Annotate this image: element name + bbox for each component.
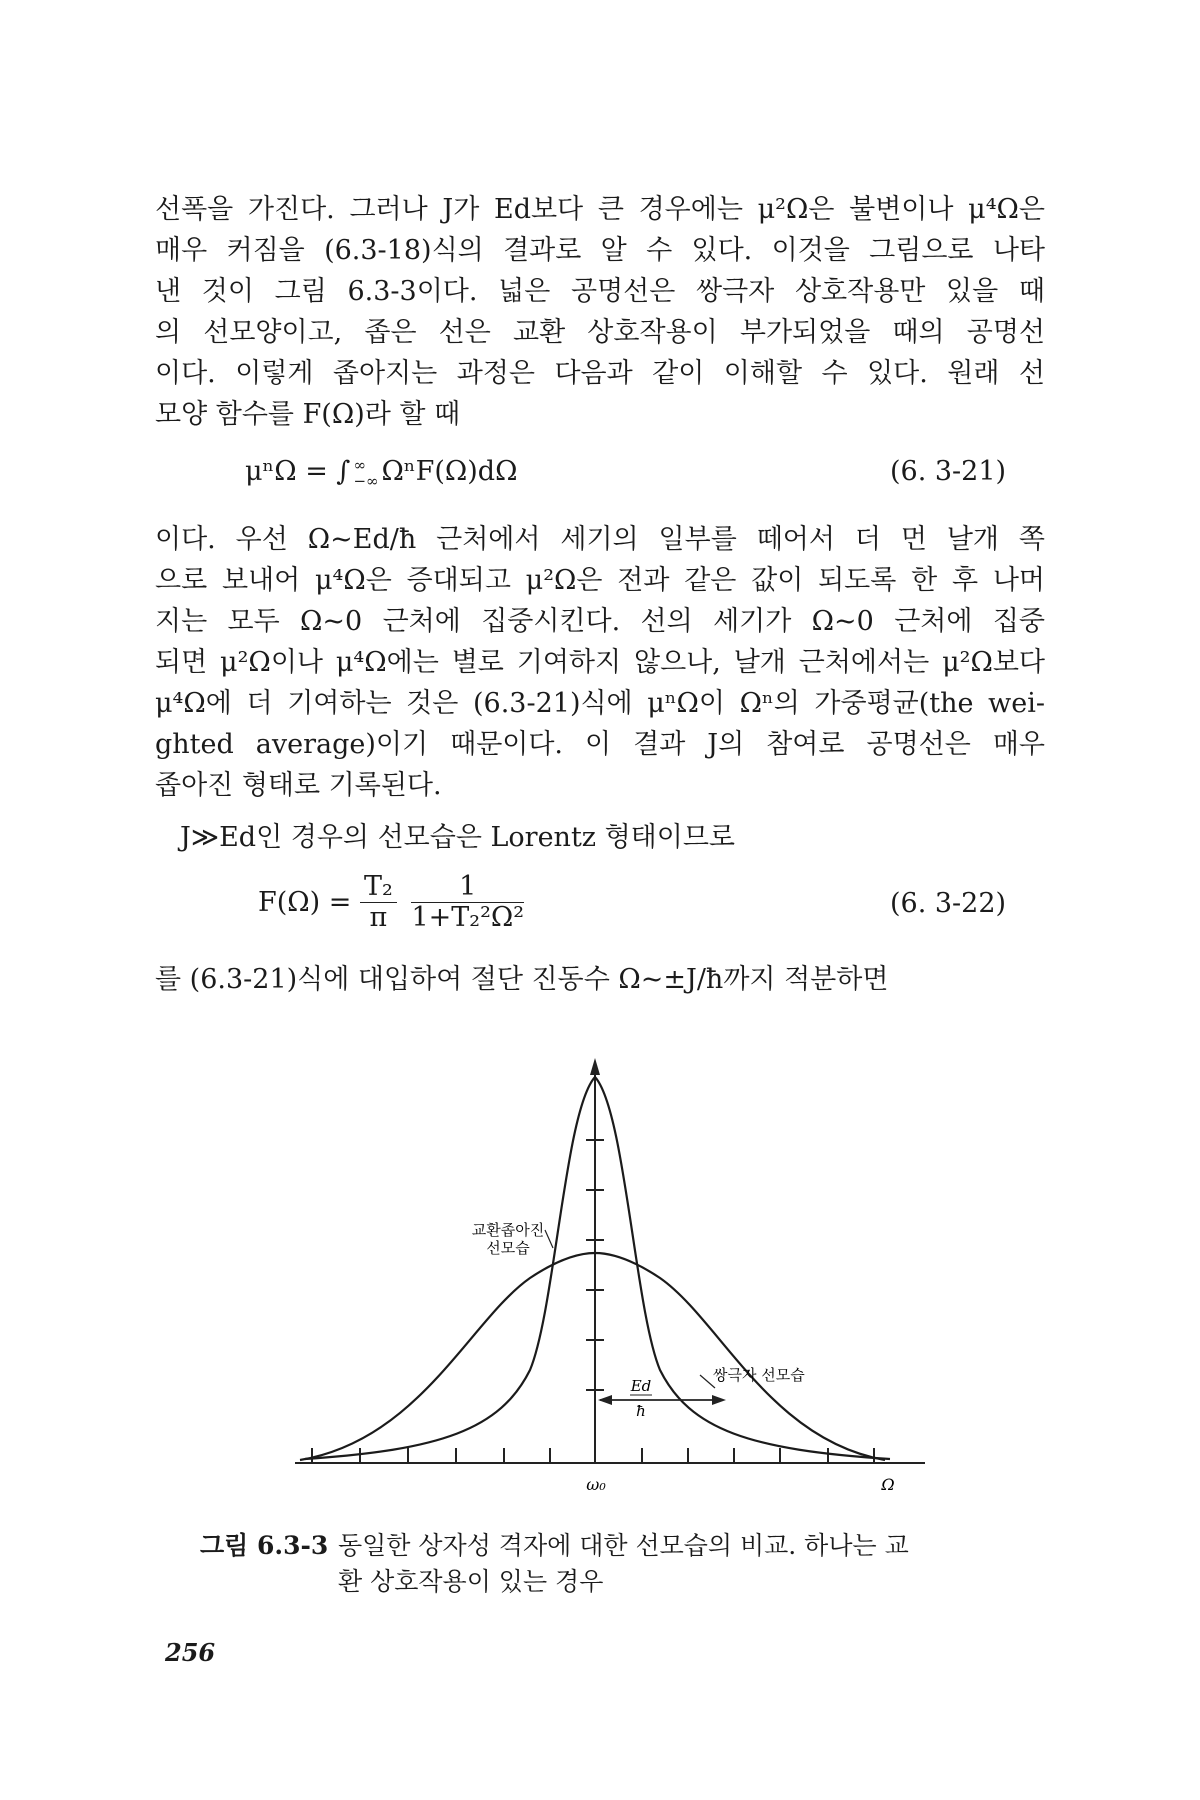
equation-lhs: F(Ω) = — [258, 887, 352, 918]
text-line: 를 (6.3-21)식에 대입하여 절단 진동수 Ω~±J/ħ까지 적분하면 — [155, 964, 889, 995]
text-line: 매우 커짐을 (6.3-18)식의 결과로 알 수 있다. 이것을 그림으로 나타 — [155, 235, 1045, 266]
equation-number: (6. 3-22) — [890, 888, 1007, 919]
equation-number: (6. 3-21) — [890, 456, 1007, 487]
narrow-curve-label: 선모습 — [486, 1239, 530, 1257]
text-line: J≫Ed인 경우의 선모습은 Lorentz 형태이므로 — [180, 822, 736, 853]
ed-label-denominator: ħ — [636, 1402, 646, 1420]
narrow-curve-label: 교환좁아진 — [471, 1221, 545, 1239]
equation-rhs: ΩⁿF(Ω)dΩ — [381, 456, 518, 487]
center-frequency-label: ω₀ — [586, 1475, 606, 1494]
figure-caption-text: 환 상호작용이 있는 경우 — [338, 1567, 604, 1596]
text-line: 이다. 우선 Ω~Ed/ħ 근처에서 세기의 일부를 떼어서 더 먼 날개 쪽 — [155, 524, 1045, 555]
exchange-narrowed-curve — [305, 1077, 890, 1459]
ed-label-numerator: Ed — [630, 1377, 652, 1395]
fraction-numerator: T₂ — [360, 872, 397, 903]
x-axis-label: Ω — [881, 1475, 895, 1494]
text-line: μ⁴Ω에 더 기여하는 것은 (6.3-21)식에 μⁿΩ이 Ωⁿ의 가중평균(the wei- — [155, 688, 1045, 719]
y-axis-arrow — [590, 1058, 600, 1075]
text-line: 좁아진 형태로 기록된다. — [155, 770, 442, 801]
integral-upper-limit: ∞ — [353, 455, 366, 474]
narrow-label-pointer — [545, 1230, 553, 1248]
text-line: 의 선모양이고, 좁은 선은 교환 상호작용이 부가되었을 때의 공명선 — [155, 317, 1045, 348]
text-line: 선폭을 가진다. 그러나 J가 Ed보다 큰 경우에는 μ²Ω은 불변이나 μ⁴Ω은 — [155, 194, 1045, 225]
fraction-numerator: 1 — [411, 872, 524, 903]
text-line: 으로 보내어 μ⁴Ω은 증대되고 μ²Ω은 전과 같은 값이 되도록 한 후 나머 — [155, 565, 1045, 596]
page-number: 256 — [165, 1638, 216, 1667]
figure-caption-text: 동일한 상자성 격자에 대한 선모습의 비교. 하나는 교 — [338, 1531, 909, 1560]
text-line: 모양 함수를 F(Ω)라 할 때 — [155, 399, 461, 430]
text-line: 지는 모두 Ω~0 근처에 집중시킨다. 선의 세기가 Ω~0 근처에 집중 — [155, 606, 1045, 637]
equation-lhs: μⁿΩ = ∫ — [245, 456, 351, 487]
integral-lower-limit: −∞ — [353, 471, 379, 490]
fraction-denominator: π — [369, 902, 388, 933]
x-axis-ticks — [312, 1448, 874, 1463]
text-line: 낸 것이 그림 6.3-3이다. 넓은 공명선은 쌍극자 상호작용만 있을 때 — [155, 276, 1045, 307]
dipolar-line-shape-curve — [300, 1253, 885, 1460]
text-line: ghted average)이기 때문이다. 이 결과 J의 참여로 공명선은 매우 — [155, 729, 1045, 760]
text-line: 이다. 이렇게 좁아지는 과정은 다음과 같이 이해할 수 있다. 원래 선 — [155, 358, 1045, 389]
fraction-denominator: 1+T₂²Ω² — [411, 902, 525, 933]
figure-caption-label: 그림 6.3-3 — [200, 1531, 329, 1560]
ed-arrow-head-right — [712, 1395, 726, 1405]
text-line: 되면 μ²Ω이나 μ⁴Ω에는 별로 기여하지 않으나, 날개 근처에서는 μ²Ω보다 — [155, 647, 1045, 678]
ed-arrow-head-left — [598, 1395, 612, 1405]
broad-curve-label: 쌍극자 선모습 — [713, 1366, 805, 1384]
